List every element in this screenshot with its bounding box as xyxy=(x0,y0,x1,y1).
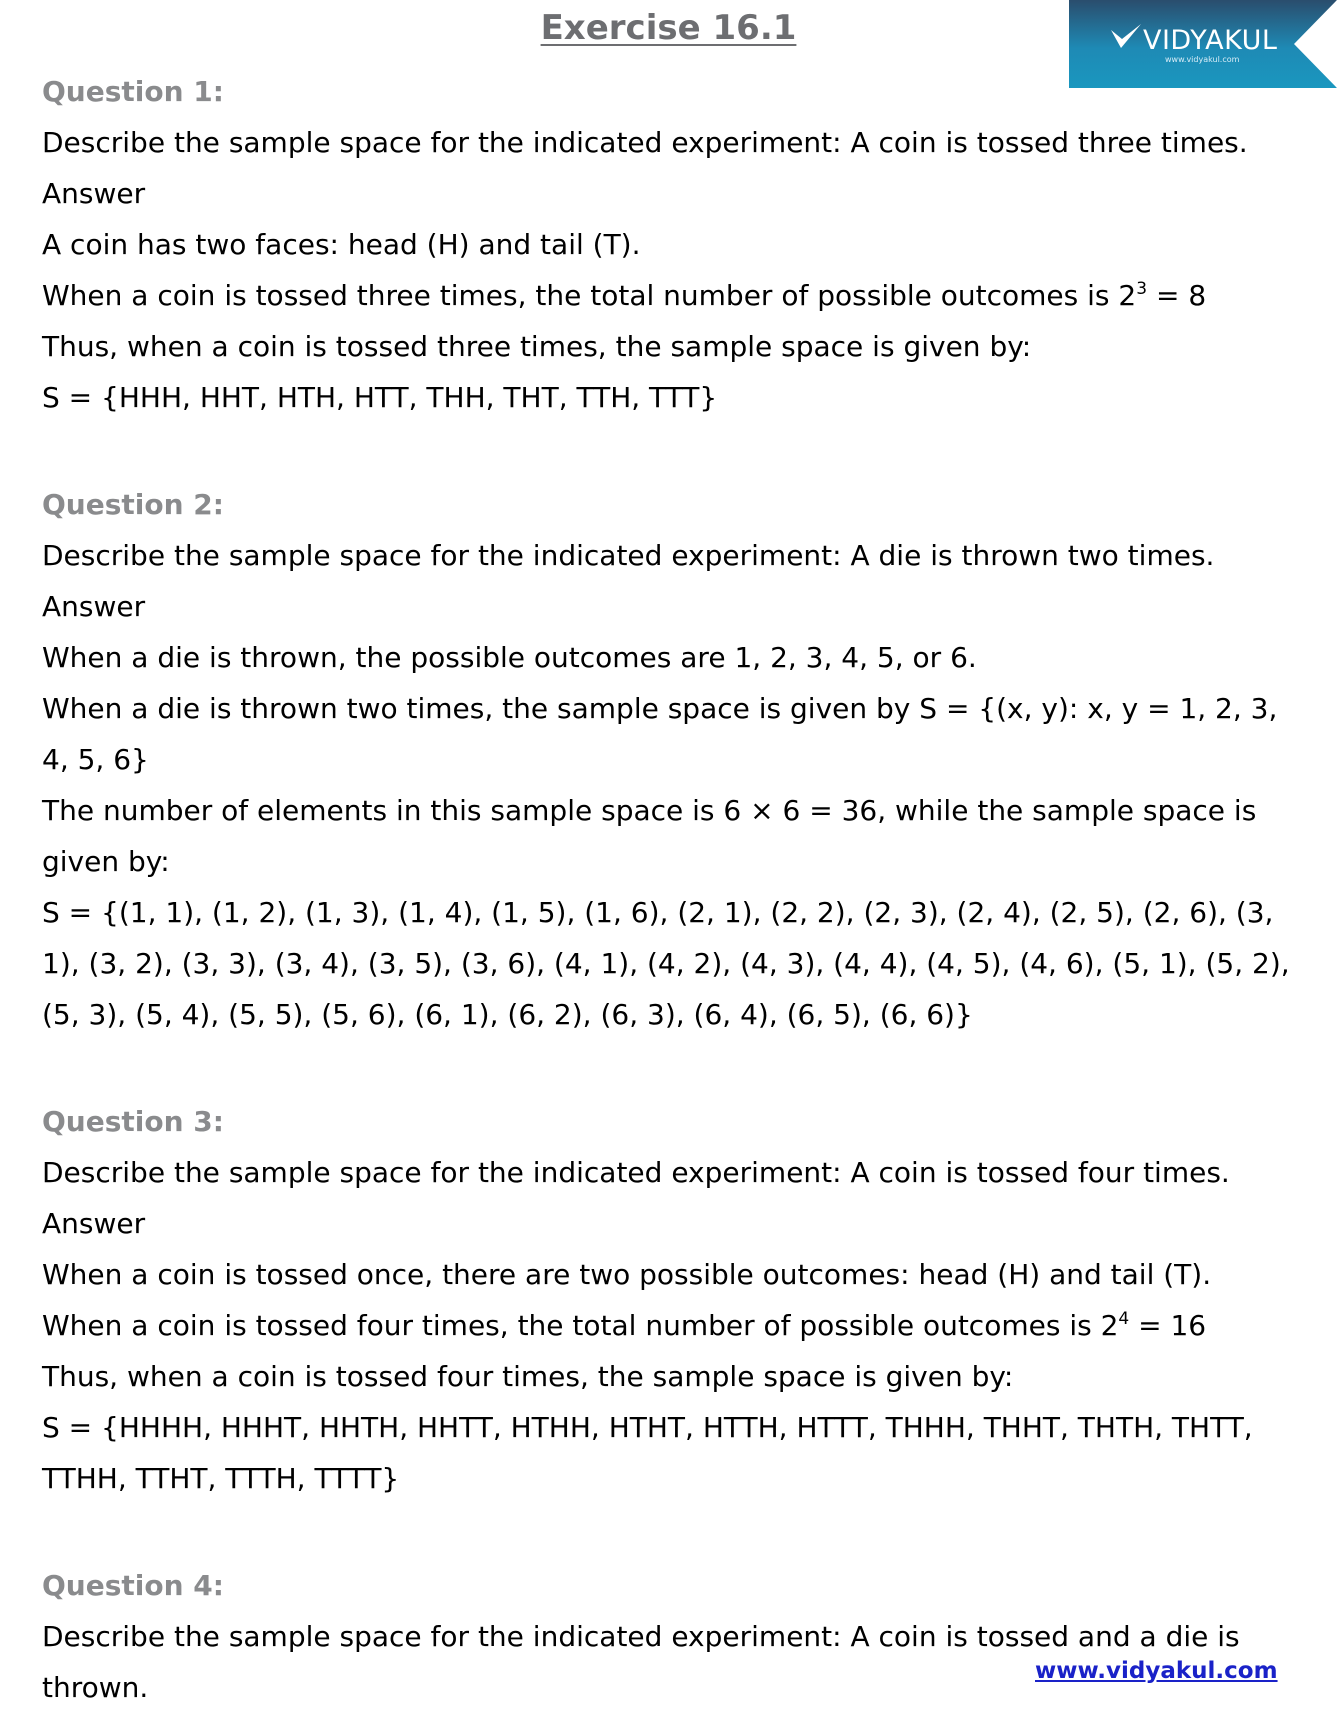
question-heading: Question 4: xyxy=(42,1569,224,1602)
question-1 xyxy=(42,66,1302,423)
sample-space: S = {(1, 1), (1, 2), (1, 3), (1, 4), (1, 5), (1, 6), (2, 1), (2, 2), (2, 3), (2, 4), (2, 5), (2, 6), (3, 1), (3, 2), (3, 3), (3, 4), (3, 5), (3, 6), (4, 1), (4, 2), (4, 3), (4, 4), (4, 5), (4, 6), (5, 1), (5, 2), (5, 3), (5, 4), (5, 5), (5, 6), (6, 1), (6, 2), (6, 3), (6, 4), (6, 5), (6, 6)} xyxy=(42,896,1290,1031)
answer-text: = 8 xyxy=(1147,279,1207,312)
question-heading: Question 3: xyxy=(42,1105,224,1138)
question-4 xyxy=(42,1560,1302,1713)
answer-line xyxy=(42,1300,1302,1351)
exponent: 3 xyxy=(1136,279,1148,299)
sample-space: S = {HHHH, HHHT, HHTH, HHTT, HTHH, HTHT, HTTH, HTTT, THHH, THHT, THTH, THTT, TTHH, TTHT, TTTH, TTTT} xyxy=(42,1411,1253,1495)
question-prompt: Describe the sample space for the indicated experiment: A coin is tossed three times. xyxy=(42,126,1248,159)
answer-label: Answer xyxy=(42,177,146,210)
answer-label: Answer xyxy=(42,1207,146,1240)
question-prompt: Describe the sample space for the indicated experiment: A coin is tossed four times. xyxy=(42,1156,1230,1189)
question-heading: Question 2: xyxy=(42,488,224,521)
question-prompt: Describe the sample space for the indicated experiment: A die is thrown two times. xyxy=(42,539,1215,572)
answer-line: A coin has two faces: head (H) and tail (T). xyxy=(42,228,641,261)
answer-text: When a coin is tossed four times, the total number of possible outcomes is 2 xyxy=(42,1309,1119,1342)
sample-space: S = {HHH, HHT, HTH, HTT, THH, THT, TTH, TTT} xyxy=(42,381,718,414)
answer-line: The number of elements in this sample space is 6 × 6 = 36, while the sample space is given by: xyxy=(42,794,1257,878)
answer-line: Thus, when a coin is tossed four times, the sample space is given by: xyxy=(42,1360,1014,1393)
document-body xyxy=(42,66,1302,1713)
vidyakul-check-icon xyxy=(1109,22,1143,50)
question-heading: Question 1: xyxy=(42,75,224,108)
exponent: 4 xyxy=(1118,1309,1130,1329)
logo-url: www.vidyakul.com xyxy=(1165,55,1240,64)
answer-line xyxy=(42,270,1302,321)
answer-line: When a coin is tossed once, there are two possible outcomes: head (H) and tail (T). xyxy=(42,1258,1212,1291)
answer-text: = 16 xyxy=(1129,1309,1207,1342)
answer-text: When a coin is tossed three times, the total number of possible outcomes is 2 xyxy=(42,279,1137,312)
answer-line: Thus, when a coin is tossed three times, the sample space is given by: xyxy=(42,330,1032,363)
answer-line: When a die is thrown, the possible outcomes are 1, 2, 3, 4, 5, or 6. xyxy=(42,641,977,674)
question-3 xyxy=(42,1096,1302,1504)
question-prompt: Describe the sample space for the indicated experiment: A coin is tossed and a die is thrown. xyxy=(42,1620,1240,1704)
answer-label: Answer xyxy=(42,590,146,623)
footer-website-link[interactable]: www.vidyakul.com xyxy=(1035,1658,1278,1684)
question-2 xyxy=(42,479,1302,1040)
page-title: Exercise 16.1 xyxy=(540,8,797,48)
answer-line: When a die is thrown two times, the sample space is given by S = {(x, y): x, y = 1, 2, 3, 4, 5, 6} xyxy=(42,692,1278,776)
logo-wordmark: VIDYAKUL xyxy=(1143,25,1278,56)
